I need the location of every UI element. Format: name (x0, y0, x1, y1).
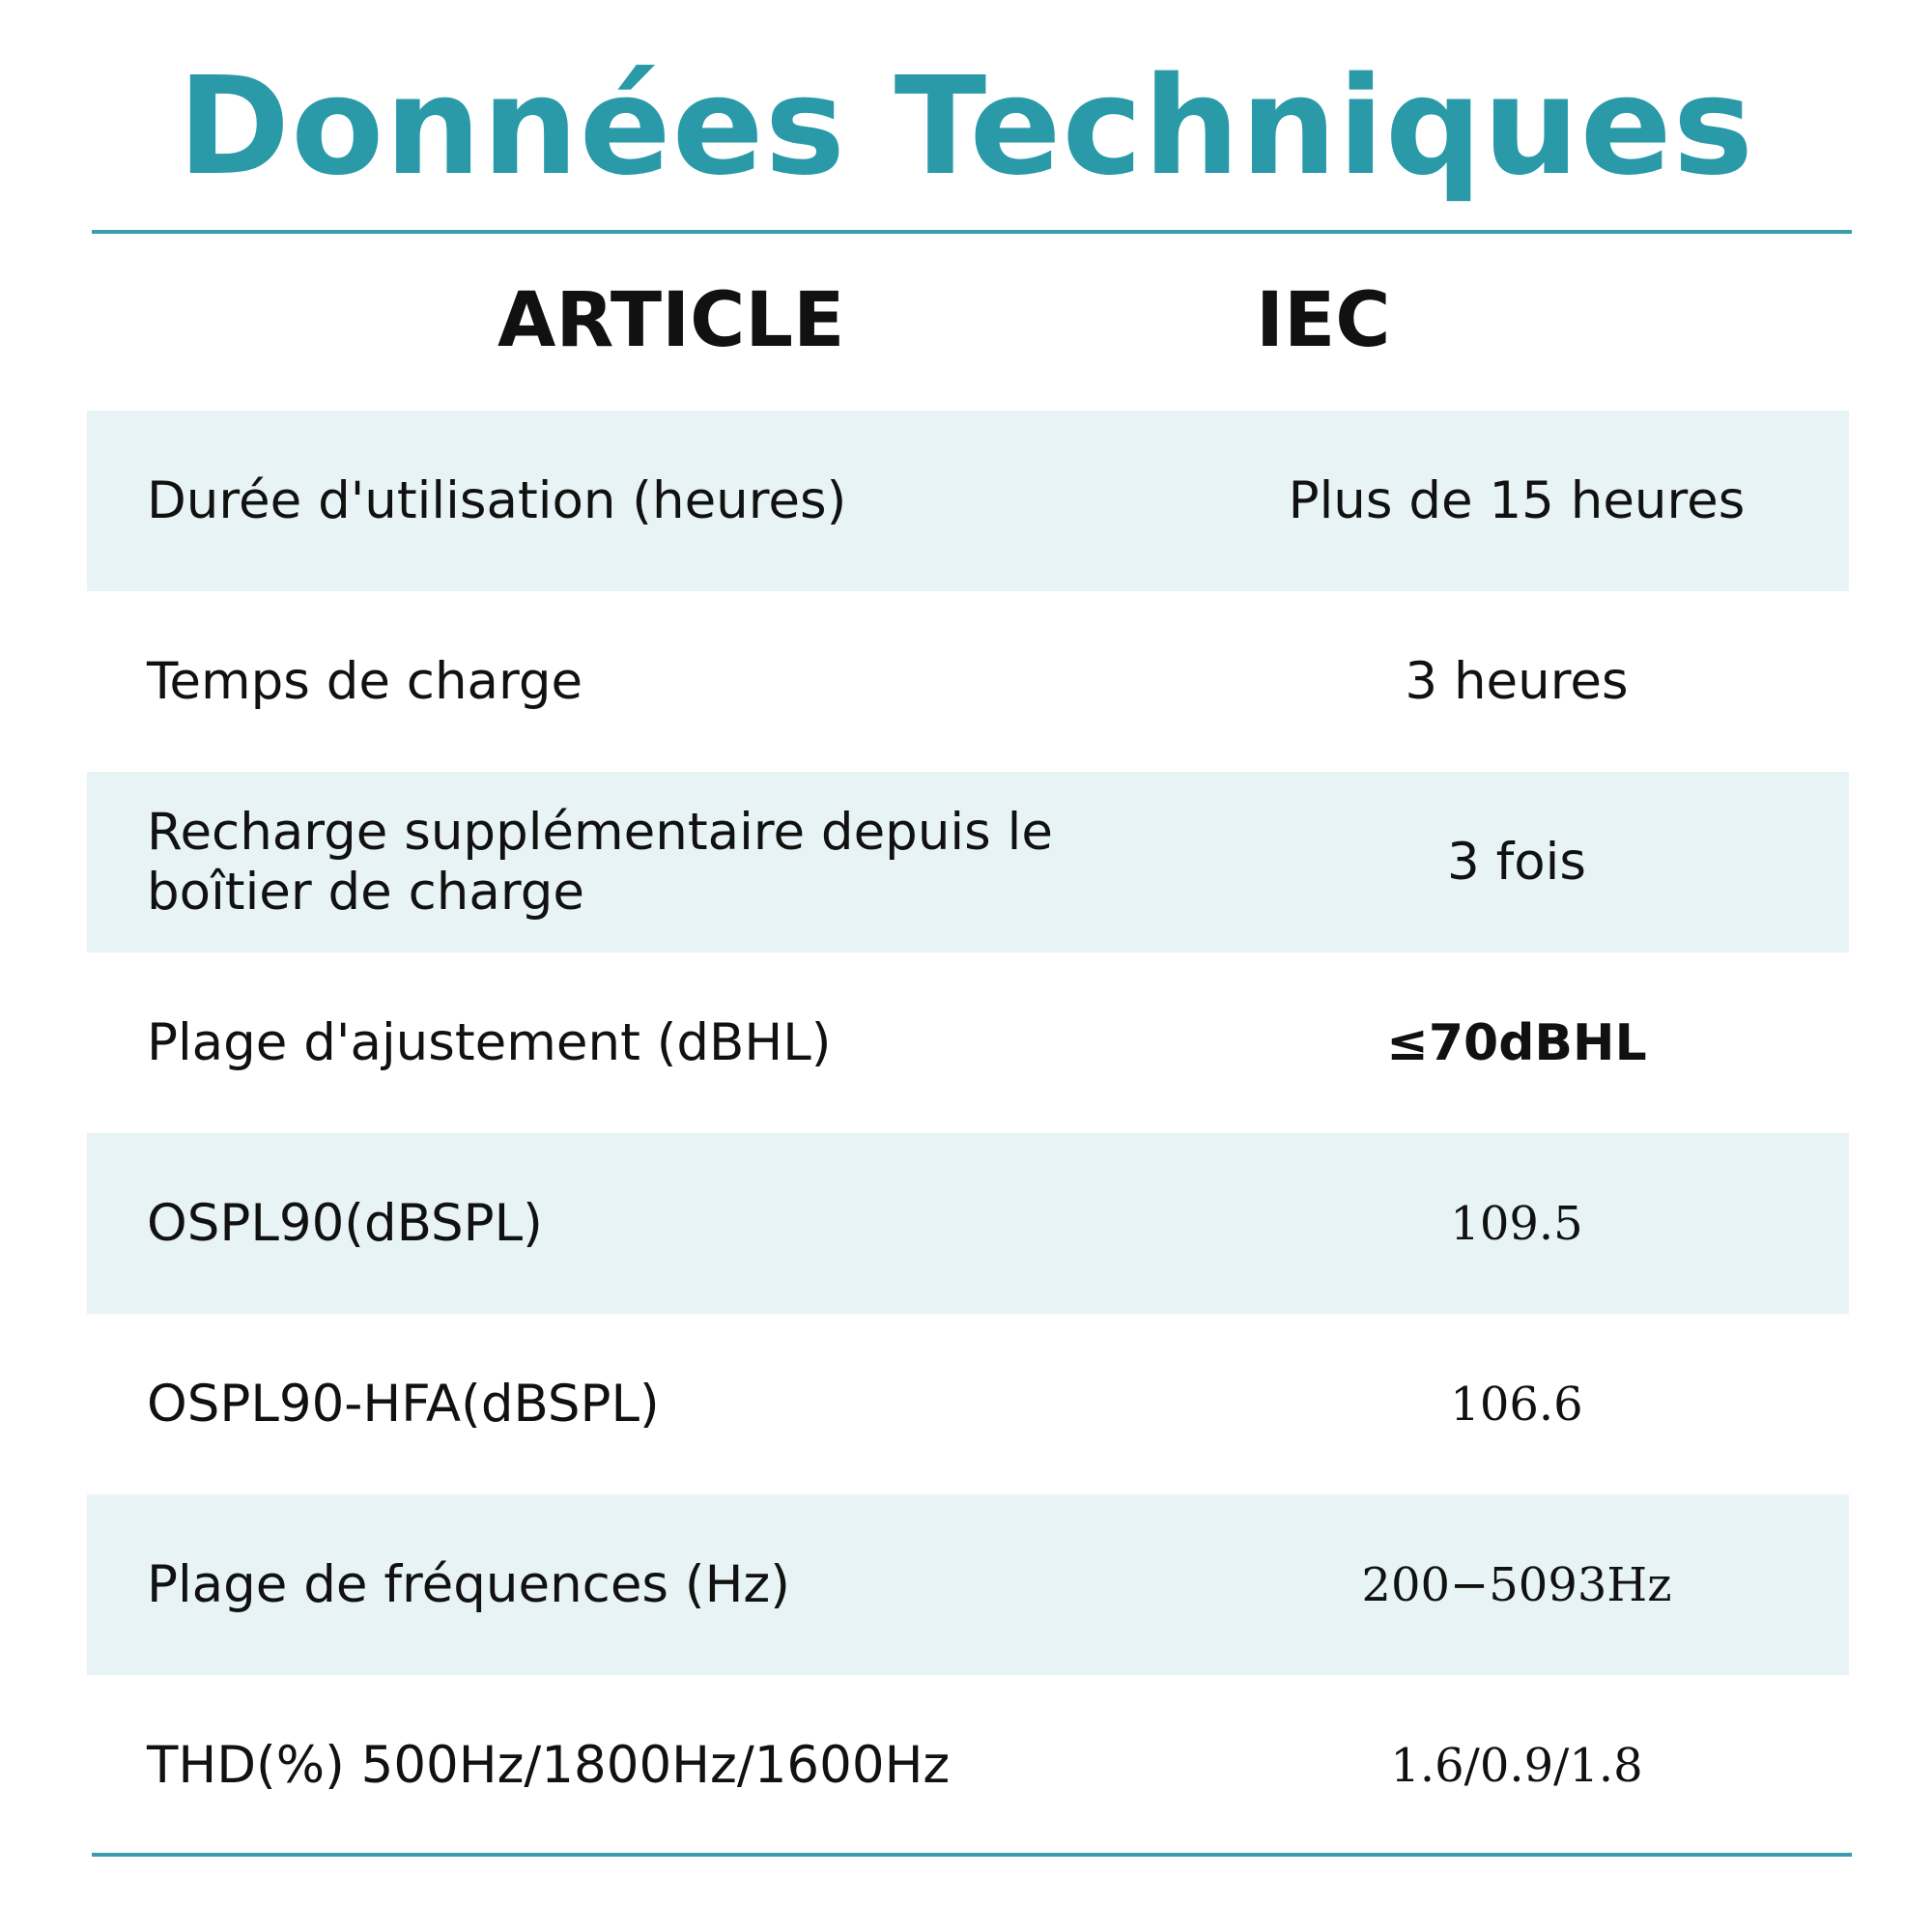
table-row (87, 1133, 1849, 1314)
row-value: 109.5 (1450, 1196, 1583, 1251)
row-value: 3 fois (1447, 833, 1586, 892)
top-divider (92, 230, 1852, 234)
row-value: 200−5093Hz (1361, 1557, 1672, 1612)
row-label: Recharge supplémentaire depuis le boîtier de charge (147, 802, 1053, 922)
table-row (87, 772, 1849, 952)
row-label: Plage d'ajustement (dBHL) (147, 1012, 832, 1072)
table-row (87, 1675, 1849, 1856)
row-value: ≤70dBHL (1386, 1013, 1647, 1072)
row-label: Plage de fréquences (Hz) (147, 1554, 790, 1614)
bottom-divider (92, 1853, 1852, 1857)
row-value: Plus de 15 heures (1288, 471, 1746, 530)
column-header-article: ARTICLE (497, 277, 845, 364)
table-row (87, 1494, 1849, 1675)
page-title: Données Techniques (177, 48, 1755, 206)
row-label: OSPL90(dBSPL) (147, 1193, 543, 1253)
spec-table (87, 411, 1849, 1856)
row-label: Durée d'utilisation (heures) (147, 470, 847, 530)
table-row (87, 952, 1849, 1133)
row-value: 106.6 (1450, 1377, 1583, 1432)
column-header-iec: IEC (1256, 277, 1391, 364)
table-row (87, 1314, 1849, 1494)
row-value: 1.6/0.9/1.8 (1390, 1738, 1643, 1793)
table-row (87, 591, 1849, 772)
row-label: THD(%) 500Hz/1800Hz/1600Hz (147, 1735, 951, 1795)
row-label: Temps de charge (147, 651, 583, 711)
table-row (87, 411, 1849, 591)
table-header (0, 253, 1932, 388)
row-value: 3 heures (1405, 652, 1629, 711)
row-label: OSPL90-HFA(dBSPL) (147, 1374, 660, 1434)
